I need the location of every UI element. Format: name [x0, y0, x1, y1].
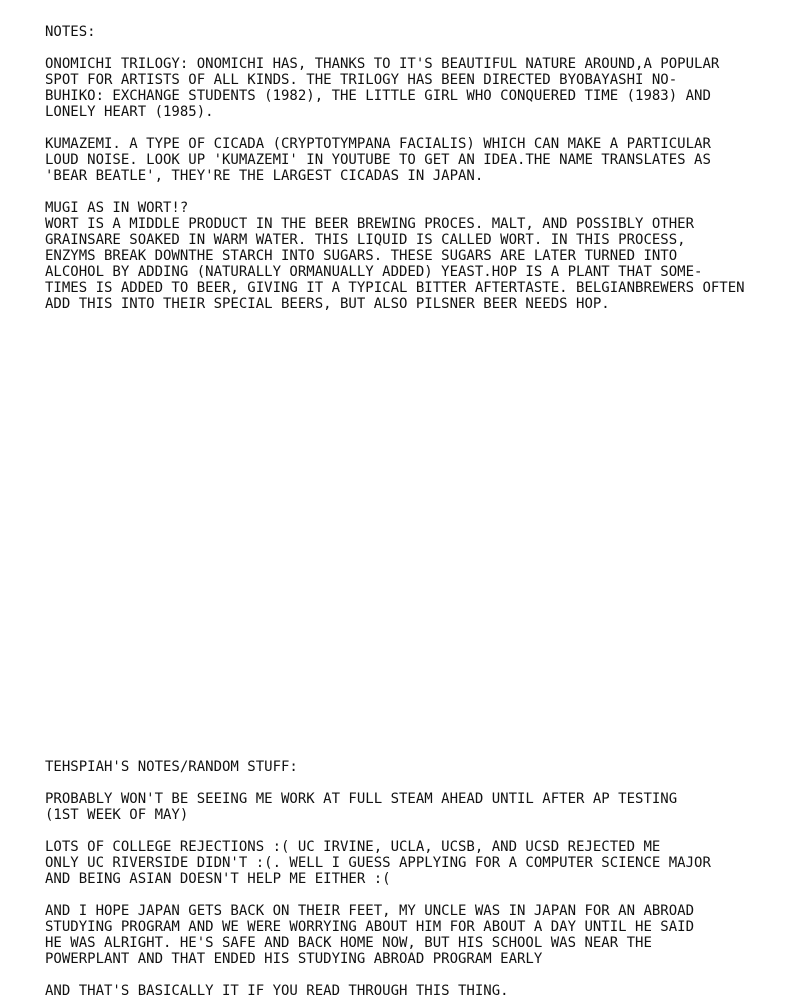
paragraph-gap — [45, 887, 770, 903]
translation-notes-section — [45, 24, 770, 312]
paragraph-gap — [45, 120, 770, 136]
paragraph-gap — [45, 823, 770, 839]
notes-heading: NOTES: — [45, 24, 96, 40]
tehspiah-notes-section — [45, 759, 770, 999]
college-rejections-note: LOTS OF COLLEGE REJECTIONS :( UC IRVINE, UCLA, UCSB, AND UCSD REJECTED ME ONLY UC RIVERSIDE DIDN'T :(. WELL I GUESS APPLYING FOR A COMPUTER SCIENCE MAJOR AND BEING ASIAN DOESN'T HELP ME EITHER :( — [45, 839, 711, 887]
closing-note: AND THAT'S BASICALLY IT IF YOU READ THROUGH THIS THING. — [45, 983, 509, 999]
kumazemi-note: KUMAZEMI. A TYPE OF CICADA (CRYPTOTYMPANA FACIALIS) WHICH CAN MAKE A PARTICULAR LOUD NOISE. LOOK UP 'KUMAZEMI' IN YOUTUBE TO GET AN IDEA.THE NAME TRANSLATES AS 'BEAR BEATLE', THEY'RE THE LARGEST CICADAS IN JAPAN. — [45, 136, 711, 184]
paragraph-gap — [45, 40, 770, 56]
onomichi-trilogy-note: ONOMICHI TRILOGY: ONOMICHI HAS, THANKS TO IT'S BEAUTIFUL NATURE AROUND,A POPULAR SPOT FOR ARTISTS OF ALL KINDS. THE TRILOGY HAS BEEN DIRECTED BYOBAYASHI NO- BUHIKO: EXCHANGE STUDENTS (1982), THE LITTLE GIRL WHO CONQUERED TIME (1983) AND LONELY HEART (1985). — [45, 56, 720, 120]
mugi-note-title: MUGI AS IN WORT!? — [45, 200, 189, 216]
paragraph-gap — [45, 184, 770, 200]
japan-note: AND I HOPE JAPAN GETS BACK ON THEIR FEET, MY UNCLE WAS IN JAPAN FOR AN ABROAD STUDYING PROGRAM AND WE WERE WORRYING ABOUT HIM FOR ABOUT A DAY UNTIL HE SAID HE WAS ALRIGHT. HE'S SAFE AND BACK HOME NOW, BUT HIS SCHOOL WAS NEAR THE POWERPLANT AND THAT ENDED HIS STUDYING ABROAD PROGRAM EARLY — [45, 903, 695, 967]
paragraph-gap — [45, 967, 770, 983]
wort-note: WORT IS A MIDDLE PRODUCT IN THE BEER BREWING PROCES. MALT, AND POSSIBLY OTHER GRAINSARE SOAKED IN WARM WATER. THIS LIQUID IS CALLED WORT. IN THIS PROCESS, ENZYMS BREAK DOWNTHE STARCH INTO SUGARS. THESE SUGARS ARE LATER TURNED INTO ALCOHOL BY ADDING (NATURALLY ORMANUALLY ADDED) YEAST.HOP IS A PLANT THAT SOME- TIMES IS ADDED TO BEER, GIVING IT A TYPICAL BITTER AFTERTASTE. BELGIANBREWERS OFTEN ADD THIS INTO THEIR SPECIAL BEERS, BUT ALSO PILSNER BEER NEEDS HOP. — [45, 216, 745, 312]
tehspiah-heading: TEHSPIAH'S NOTES/RANDOM STUFF: — [45, 759, 298, 775]
ap-testing-note: PROBABLY WON'T BE SEEING ME WORK AT FULL STEAM AHEAD UNTIL AFTER AP TESTING (1ST WEEK OF MAY) — [45, 791, 678, 823]
paragraph-gap — [45, 775, 770, 791]
